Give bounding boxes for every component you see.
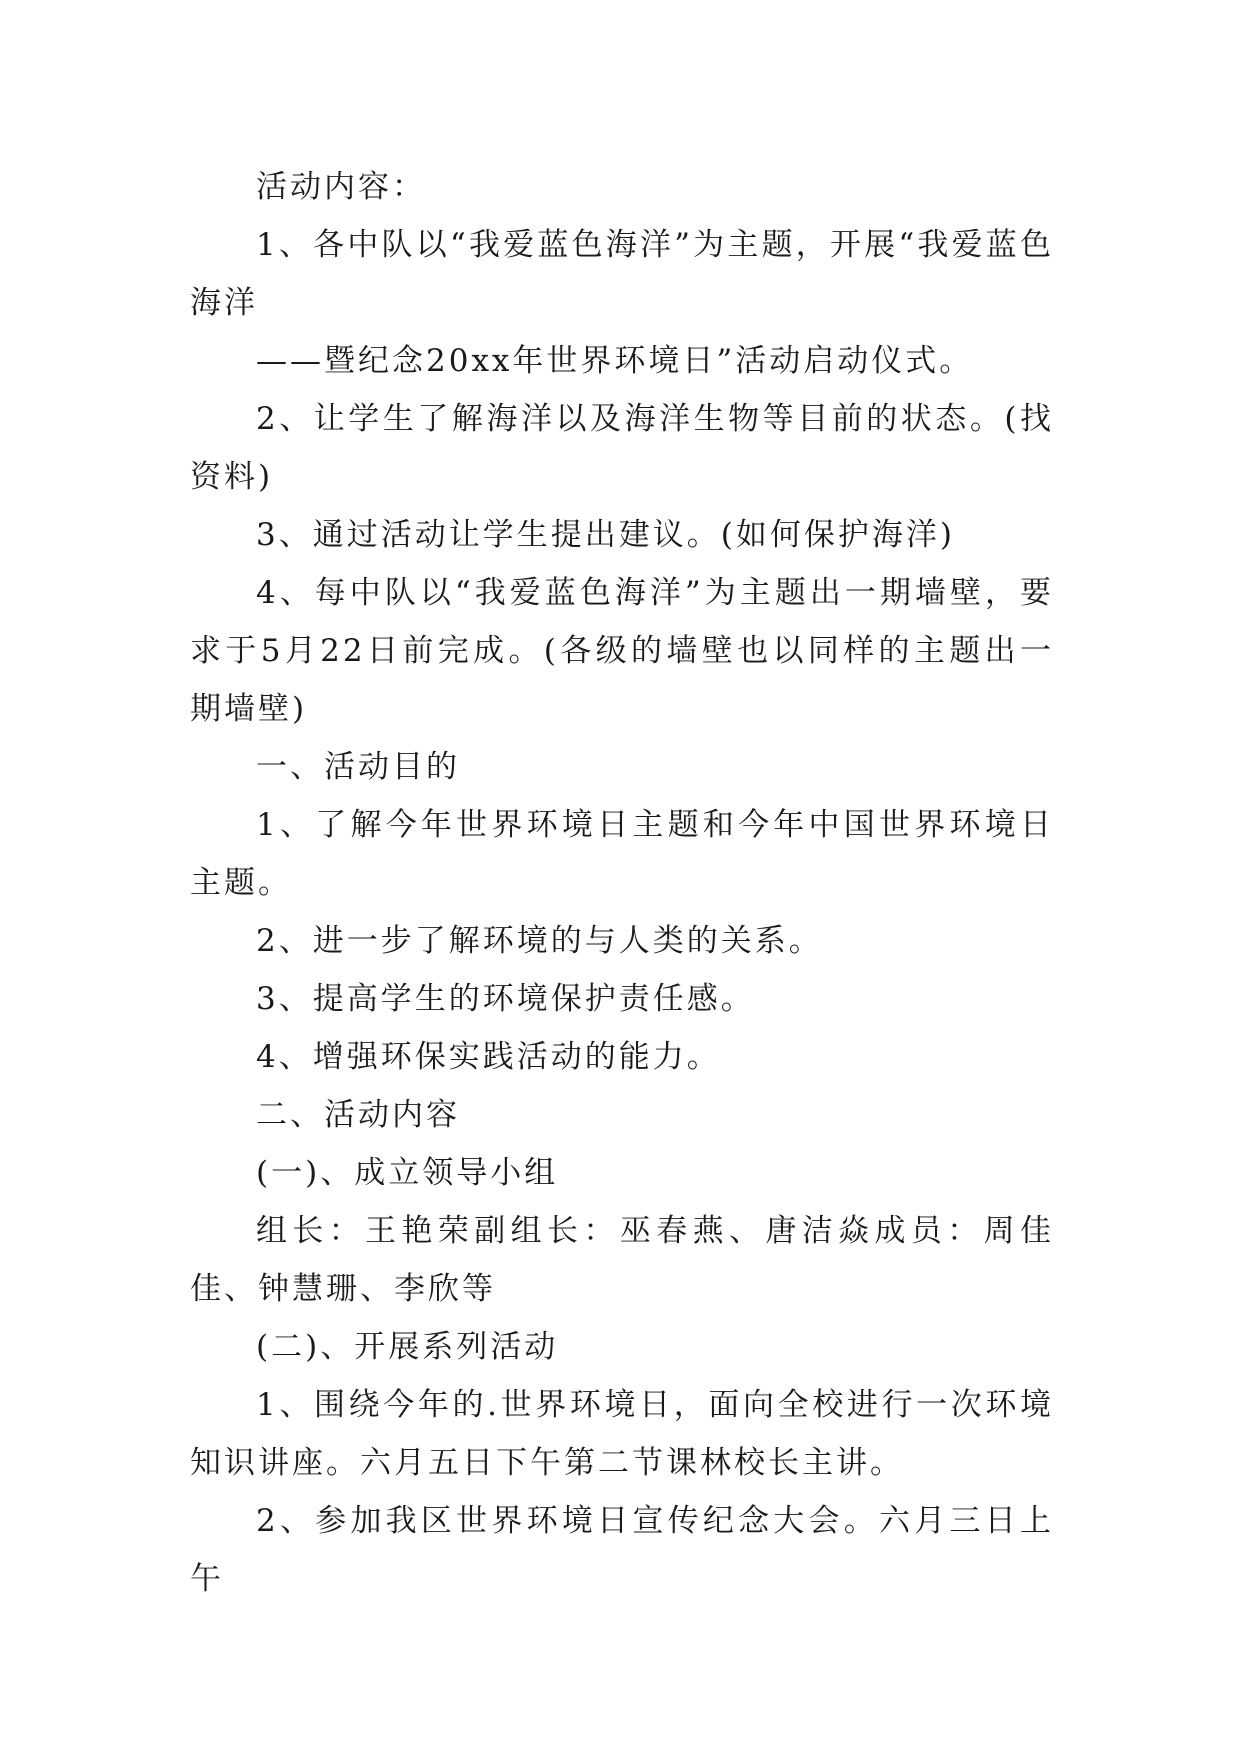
paragraph-activity-2: 2、参加我区世界环境日宣传纪念大会。六月三日上午 — [190, 1503, 1054, 1597]
paragraph-leadership-members: 组长：王艳荣副组长：巫春燕、唐洁焱成员：周佳佳、钟慧珊、李欣等 — [190, 1213, 1054, 1307]
paragraph-item-3: 3、通过活动让学生提出建议。(如何保护海洋) — [256, 517, 955, 553]
paragraph-activity-content-heading: 活动内容： — [256, 169, 426, 205]
paragraph-purpose-4: 4、增强环保实践活动的能力。 — [256, 1039, 721, 1075]
paragraph-purpose-2: 2、进一步了解环境的与人类的关系。 — [256, 923, 823, 959]
paragraph-purpose-1: 1、了解今年世界环境日主题和今年中国世界环境日主题。 — [190, 807, 1054, 901]
subsection-heading-leadership: (一)、成立领导小组 — [256, 1155, 559, 1191]
paragraph-item-2: 2、让学生了解海洋以及海洋生物等目前的状态。(找资料) — [190, 401, 1054, 495]
subsection-heading-activities: (二)、开展系列活动 — [256, 1329, 559, 1365]
section-heading-purpose: 一、活动目的 — [256, 749, 460, 785]
paragraph-item-4: 4、每中队以“我爱蓝色海洋”为主题出一期墙壁，要求于5月22日前完成。(各级的墙壁也以同样的主题出一期墙壁) — [190, 575, 1054, 727]
paragraph-item-1: 1、各中队以“我爱蓝色海洋”为主题，开展“我爱蓝色海洋 — [190, 227, 1054, 321]
section-heading-content: 二、活动内容 — [256, 1097, 460, 1133]
document-body — [190, 158, 1054, 1608]
paragraph-item-1-continued: ——暨纪念20xx年世界环境日”活动启动仪式。 — [256, 343, 974, 379]
paragraph-purpose-3: 3、提高学生的环境保护责任感。 — [256, 981, 755, 1017]
paragraph-activity-1: 1、围绕今年的.世界环境日，面向全校进行一次环境知识讲座。六月五日下午第二节课林校长主讲。 — [190, 1387, 1054, 1481]
